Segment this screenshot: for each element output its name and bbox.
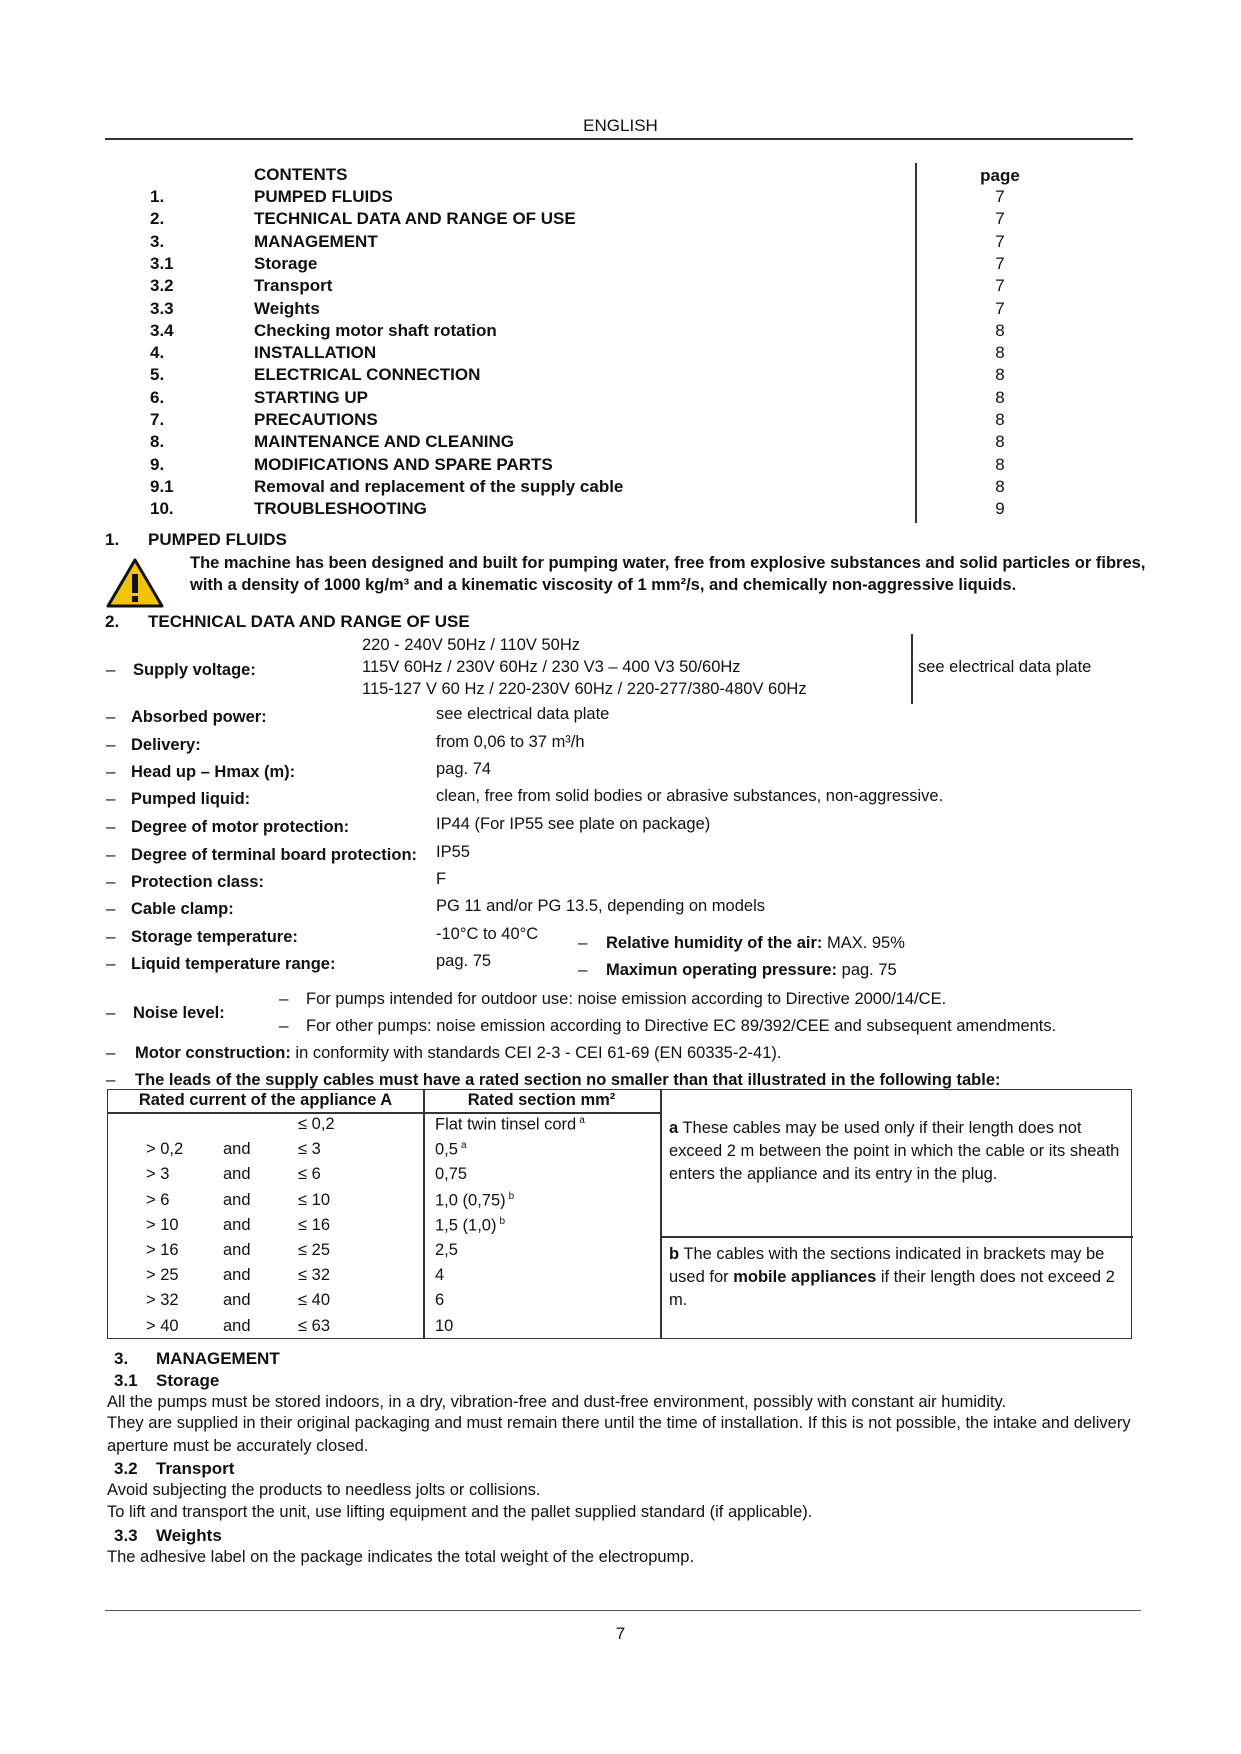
- current-and: and: [223, 1215, 251, 1234]
- toc-item: [0, 499, 1241, 521]
- toc-item-page: 8: [995, 365, 1005, 385]
- footer-rule: [105, 1610, 1141, 1611]
- note-a-text: These cables may be used only if their length does not exceed 2 m between the point in which the cable or its sheath enters the appliance and its entry in the plug.: [669, 1119, 1120, 1183]
- toc-item-title: PRECAUTIONS: [254, 410, 378, 429]
- toc-item-number: 1.: [150, 187, 165, 206]
- storage-paragraph-1: All the pumps must be stored indoors, in a dry, vibration-free and dust-free environment, possibly with constant air humidity.: [107, 1393, 1007, 1411]
- pressure-value: pag. 75: [837, 961, 897, 979]
- spec-label: Degree of terminal board protection:: [131, 846, 418, 864]
- toc-item: [0, 209, 1241, 231]
- toc-item-page: 7: [995, 231, 1005, 251]
- s3-number: 3.: [114, 1349, 129, 1368]
- spec-value: from 0,06 to 37 m³/h: [436, 733, 585, 751]
- current-high: ≤ 0,2: [298, 1115, 335, 1133]
- current-high: ≤ 63: [298, 1316, 330, 1335]
- noise-level-label: Noise level:: [133, 1004, 225, 1022]
- note-b-pre: The cables with the sections indicated in brackets may be used for: [669, 1245, 1105, 1286]
- spec-dash: –: [106, 817, 116, 836]
- toc-item-page: 8: [995, 410, 1005, 429]
- supply-voltage-line-2: 115V 60Hz / 230V 60Hz / 230 V3 – 400 V3 50/60Hz: [362, 658, 741, 676]
- note-a-mark: a: [669, 1119, 679, 1137]
- toc-item-title: MANAGEMENT: [254, 231, 378, 251]
- col-section-header: Rated section mm²: [467, 1091, 616, 1109]
- note-a: [669, 1117, 1129, 1186]
- s3-1-number: 3.1: [114, 1371, 138, 1390]
- s1-warning-line-1: The machine has been designed and built for pumping water, free from explosive substances and solid particles or fibres,: [190, 554, 1146, 572]
- current-high: ≤ 16: [298, 1215, 330, 1234]
- supply-voltage-line-1: 220 - 240V 50Hz / 110V 50Hz: [362, 636, 580, 654]
- current-low: > 3: [146, 1165, 170, 1184]
- current-low: > 10: [146, 1215, 179, 1234]
- toc-item: [0, 365, 1241, 387]
- spec-label: Delivery:: [131, 736, 201, 754]
- spec-label: Pumped liquid:: [131, 790, 251, 808]
- rated-section: [435, 1241, 458, 1260]
- toc-item: [0, 343, 1241, 365]
- s3-title: MANAGEMENT: [156, 1349, 280, 1368]
- rated-section-value: 4: [435, 1266, 445, 1285]
- toc-item-title: TECHNICAL DATA AND RANGE OF USE: [254, 209, 576, 229]
- spec-label: Head up – Hmax (m):: [131, 763, 296, 781]
- spec-value: -10°C to 40°C: [436, 925, 539, 943]
- current-high: ≤ 10: [298, 1190, 330, 1209]
- spec-dash: –: [106, 927, 116, 946]
- s2-title: TECHNICAL DATA AND RANGE OF USE: [148, 612, 470, 631]
- transport-paragraph-2: To lift and transport the unit, use lifting equipment and the pallet supplied standard (if applicable).: [107, 1503, 813, 1521]
- current-and: and: [223, 1291, 251, 1310]
- pressure-label: Maximun operating pressure:: [606, 961, 838, 979]
- humidity-value: MAX. 95%: [822, 934, 905, 952]
- note-b-bold: mobile appliances: [733, 1268, 877, 1286]
- rated-section: [435, 1317, 453, 1336]
- cable-section-table: [107, 1089, 1132, 1339]
- warning-triangle-icon: [105, 557, 165, 609]
- spec-dash: –: [106, 872, 116, 891]
- supply-voltage-note: see electrical data plate: [918, 658, 1092, 676]
- rated-section: [435, 1191, 514, 1211]
- spec-value: clean, free from solid bodies or abrasive substances, non-aggressive.: [436, 787, 944, 805]
- toc-item-number: 3.2: [150, 276, 174, 296]
- spec-value: see electrical data plate: [436, 705, 610, 723]
- spec-dash: –: [106, 707, 116, 726]
- pressure-row: [606, 961, 897, 980]
- spec-dash: –: [106, 899, 116, 918]
- motor-construction-label: Motor construction:: [135, 1044, 291, 1062]
- toc-item-page: 8: [995, 432, 1005, 452]
- spec-label: Absorbed power:: [131, 708, 267, 726]
- supply-voltage-line-3: 115-127 V 60 Hz / 220-230V 60Hz / 220-277/380-480V 60Hz: [362, 680, 807, 698]
- current-and: and: [223, 1165, 251, 1184]
- toc-item-page: 7: [995, 187, 1005, 206]
- toc-item-title: TROUBLESHOOTING: [254, 499, 427, 519]
- toc-item-title: PUMPED FLUIDS: [254, 187, 393, 206]
- rated-section-value: Flat twin tinsel cord: [435, 1115, 577, 1134]
- toc-item-title: MAINTENANCE AND CLEANING: [254, 432, 515, 452]
- toc-item-title: Storage: [254, 253, 318, 273]
- current-and: and: [223, 1266, 251, 1285]
- supply-dash: –: [106, 660, 116, 679]
- current-and: and: [223, 1316, 251, 1335]
- rated-section-value: 1,5 (1,0): [435, 1216, 497, 1235]
- current-high: ≤ 6: [298, 1165, 321, 1184]
- rated-section: [435, 1165, 467, 1184]
- toc-item-number: 7.: [150, 410, 165, 429]
- toc-item: [0, 254, 1241, 276]
- current-low: > 32: [146, 1291, 179, 1310]
- rated-section: [435, 1115, 585, 1135]
- transport-paragraph-1: Avoid subjecting the products to needless jolts or collisions.: [107, 1481, 541, 1499]
- toc-item-title: Removal and replacement of the supply cable: [254, 476, 624, 496]
- toc-item-number: 9.1: [150, 476, 174, 496]
- toc-item: [0, 410, 1241, 432]
- toc-item-title: Checking motor shaft rotation: [254, 320, 497, 340]
- rated-section: [435, 1291, 444, 1310]
- spec-label: Liquid temperature range:: [131, 955, 336, 973]
- toc-item-number: 4.: [150, 343, 165, 363]
- rated-section-mark: a: [579, 1115, 585, 1126]
- toc-item-number: 2.: [150, 209, 165, 229]
- toc-item: [0, 321, 1241, 343]
- rated-section-mark: a: [460, 1140, 467, 1152]
- toc-item-title: INSTALLATION: [254, 343, 377, 363]
- motor-construction-value: in conformity with standards CEI 2-3 - CEI 61-69 (EN 60335-2-41).: [290, 1044, 782, 1062]
- toc-item-title: STARTING UP: [254, 387, 368, 407]
- spec-value: PG 11 and/or PG 13.5, depending on models: [436, 897, 766, 915]
- spec-dash: –: [106, 735, 116, 754]
- s3-2-title: Transport: [156, 1459, 235, 1478]
- toc-item-page: 8: [995, 454, 1005, 474]
- toc-item: [0, 432, 1241, 454]
- leads-text: The leads of the supply cables must have a rated section no smaller than that illustrated in the following table:: [135, 1071, 1001, 1089]
- rated-section-value: 0,5: [435, 1140, 458, 1159]
- noise-dash: –: [106, 1003, 116, 1022]
- storage-paragraph-2a: They are supplied in their original packaging and must remain there until the time of installation. If this is not possible, the intake and delivery: [107, 1414, 1131, 1432]
- note-b: [669, 1243, 1129, 1312]
- s1-warning-line-2: with a density of 1000 kg/m³ and a kinematic viscosity of 1 mm²/s, and chemically non-aggressive liquids.: [190, 576, 1017, 594]
- toc-item-page: 7: [995, 253, 1005, 273]
- spec-value: pag. 75: [436, 952, 492, 970]
- note-b-mark: b: [669, 1245, 680, 1263]
- rated-section-mark: b: [499, 1215, 506, 1227]
- toc-item-page: 8: [995, 343, 1005, 363]
- spec-label: Degree of motor protection:: [131, 818, 350, 836]
- toc-item-number: 3.4: [150, 320, 174, 340]
- weights-paragraph: The adhesive label on the package indicates the total weight of the electropump.: [107, 1548, 695, 1566]
- spec-label: Cable clamp:: [131, 900, 234, 918]
- spec-dash: –: [106, 789, 116, 808]
- humidity-row: [606, 934, 905, 953]
- page-number: 7: [615, 1624, 626, 1643]
- rated-section-value: 0,75: [435, 1165, 468, 1184]
- note-b-post: if their length does not exceed 2 m.: [669, 1268, 1115, 1309]
- toc-item-title: Weights: [254, 298, 320, 318]
- spec-value: F: [436, 870, 447, 888]
- supply-voltage-label: Supply voltage:: [133, 661, 256, 679]
- toc-item-title: MODIFICATIONS AND SPARE PARTS: [254, 454, 553, 474]
- s3-3-number: 3.3: [114, 1526, 138, 1545]
- toc-item-page: 7: [995, 276, 1005, 296]
- motor-construction-row: [135, 1044, 781, 1063]
- toc-item-page: 8: [995, 320, 1005, 340]
- rated-section-mark: b: [508, 1190, 515, 1202]
- humidity-dash: –: [578, 933, 588, 952]
- pressure-dash: –: [578, 960, 588, 979]
- contents-title: CONTENTS: [254, 165, 348, 184]
- storage-paragraph-2b: aperture must be accurately closed.: [107, 1437, 369, 1455]
- noise-line-2: For other pumps: noise emission according to Directive EC 89/392/CEE and subsequent amendments.: [306, 1017, 1057, 1035]
- col-current-header: Rated current of the appliance A: [138, 1091, 393, 1109]
- current-low: > 0,2: [146, 1140, 184, 1159]
- humidity-label: Relative humidity of the air:: [606, 934, 823, 952]
- current-high: ≤ 25: [298, 1241, 330, 1259]
- toc-item-page: 8: [995, 476, 1005, 496]
- current-and: and: [223, 1190, 251, 1209]
- current-and: and: [223, 1241, 251, 1259]
- current-low: > 6: [146, 1190, 170, 1209]
- toc-item: [0, 388, 1241, 410]
- toc-item-number: 5.: [150, 365, 165, 385]
- spec-dash: –: [106, 845, 116, 864]
- spec-label: Storage temperature:: [131, 928, 298, 946]
- s3-3-title: Weights: [156, 1526, 222, 1545]
- toc-item: [0, 477, 1241, 499]
- rated-section-value: 10: [435, 1316, 454, 1335]
- toc-item-number: 3.: [150, 231, 165, 251]
- noise-dash-2: –: [279, 1016, 289, 1035]
- rated-section: [435, 1216, 505, 1236]
- toc-item-page: 7: [995, 298, 1005, 318]
- noise-line-1: For pumps intended for outdoor use: noise emission according to Directive 2000/14/CE.: [306, 990, 947, 1008]
- toc-item-page: 7: [995, 209, 1005, 229]
- toc-item-page: 9: [995, 499, 1005, 519]
- rated-section-value: 1,0 (0,75): [435, 1191, 506, 1210]
- current-high: ≤ 32: [298, 1266, 330, 1285]
- page-language-header: ENGLISH: [583, 116, 658, 135]
- toc-item: [0, 455, 1241, 477]
- rated-section: [435, 1140, 467, 1160]
- rated-section-value: 6: [435, 1291, 445, 1310]
- rated-section: [435, 1266, 444, 1285]
- contents-page-label: page: [980, 166, 1020, 185]
- s3-2-number: 3.2: [114, 1459, 138, 1478]
- toc-item: [0, 276, 1241, 298]
- supply-divider: [911, 634, 913, 704]
- spec-value: pag. 74: [436, 760, 492, 778]
- rated-section-value: 2,5: [435, 1241, 458, 1259]
- s2-number: 2.: [105, 612, 120, 631]
- leads-dash: –: [106, 1070, 116, 1089]
- current-low: > 25: [146, 1266, 179, 1285]
- toc-item-number: 3.3: [150, 298, 174, 318]
- toc-item-number: 8.: [150, 432, 165, 452]
- s1-title: PUMPED FLUIDS: [148, 530, 287, 549]
- current-high: ≤ 40: [298, 1291, 330, 1310]
- spec-label: Protection class:: [131, 873, 264, 891]
- current-and: and: [223, 1140, 251, 1159]
- s1-number: 1.: [105, 530, 120, 549]
- current-high: ≤ 3: [298, 1140, 321, 1159]
- toc-item-title: ELECTRICAL CONNECTION: [254, 365, 481, 385]
- noise-dash-1: –: [279, 989, 289, 1008]
- header-rule: [105, 138, 1133, 140]
- spec-value: IP44 (For IP55 see plate on package): [436, 815, 711, 833]
- motor-dash: –: [106, 1043, 116, 1062]
- toc-item-number: 10.: [150, 499, 174, 519]
- toc-item-page: 8: [995, 387, 1005, 407]
- current-low: > 16: [146, 1241, 179, 1259]
- spec-dash: –: [106, 762, 116, 781]
- s3-1-title: Storage: [156, 1371, 220, 1390]
- toc-item: [0, 232, 1241, 254]
- toc-item-number: 6.: [150, 387, 165, 407]
- current-low: > 40: [146, 1316, 179, 1335]
- toc-item: [0, 299, 1241, 321]
- toc-item: [0, 187, 1241, 209]
- toc-item-number: 3.1: [150, 253, 174, 273]
- spec-value: IP55: [436, 843, 470, 861]
- toc-item-number: 9.: [150, 454, 165, 474]
- spec-dash: –: [106, 954, 116, 973]
- toc-item-title: Transport: [254, 276, 333, 296]
